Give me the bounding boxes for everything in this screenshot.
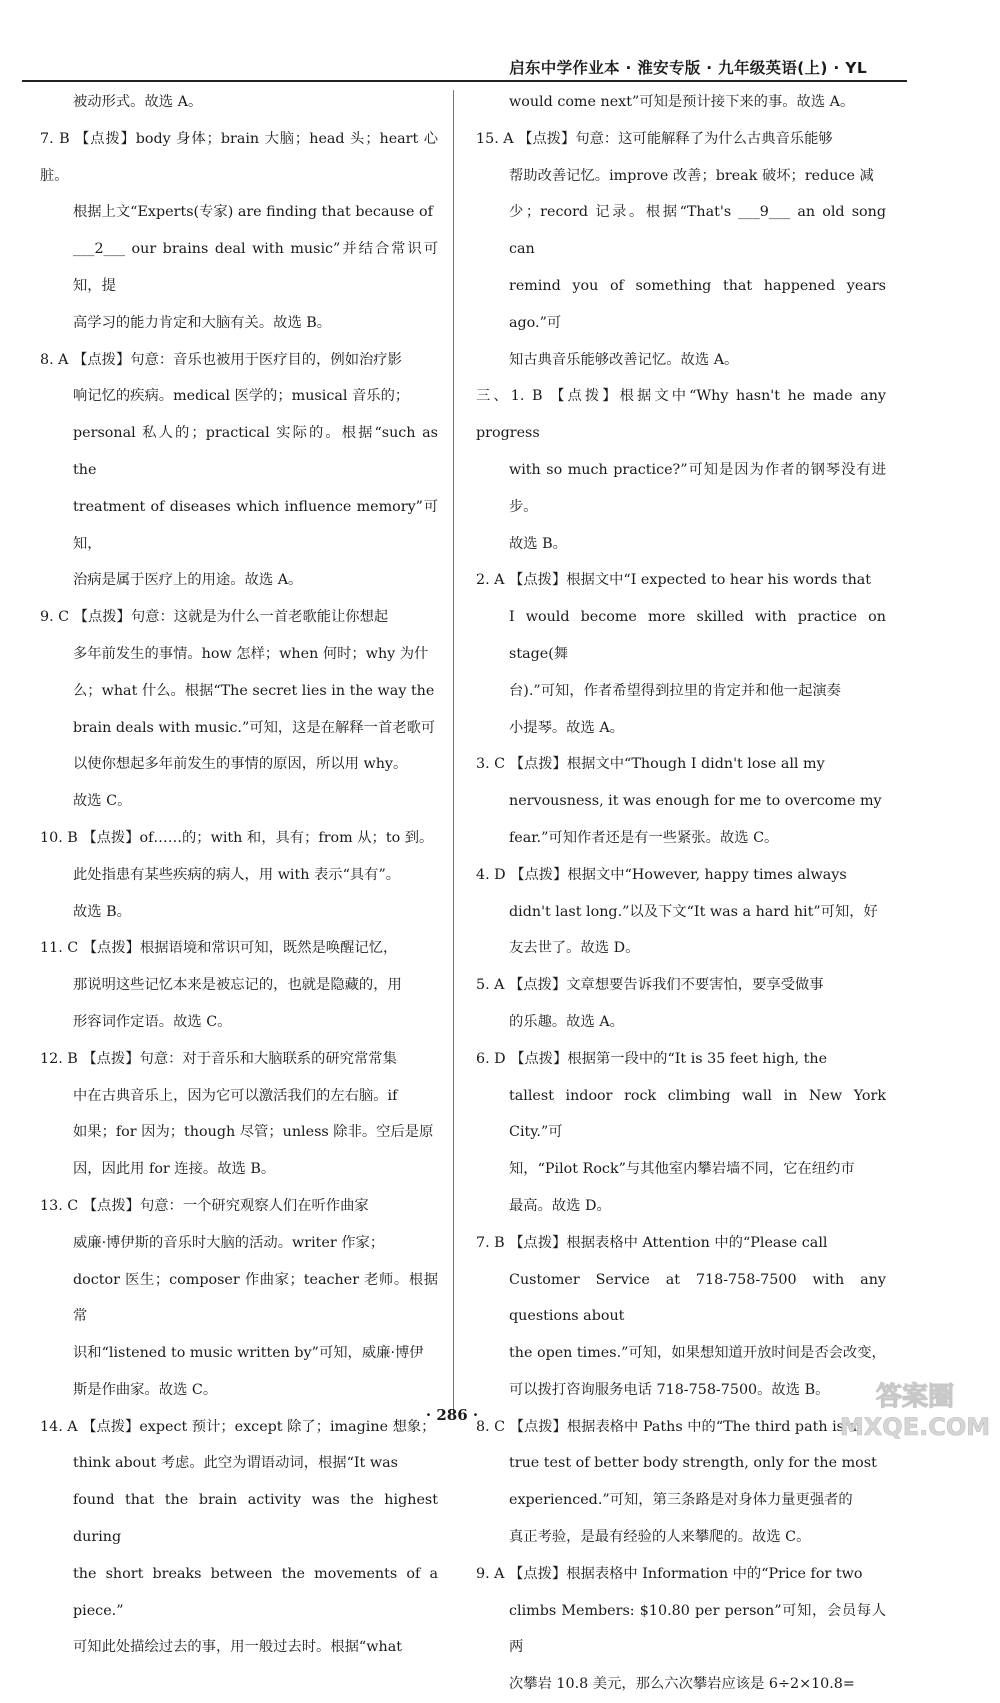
answer-line: 9. C 【点拨】句意：这就是为什么一首老歌能让你想起 <box>40 609 389 626</box>
answer-line: 12. B 【点拨】句意：对于音乐和大脑联系的研究常常集 <box>40 1050 397 1067</box>
answer-line: treatment of diseases which influence memory”可知， <box>73 498 438 552</box>
answer-line: 次攀岩 10.8 美元，那么六次攀岩应该是 6÷2×10.8= <box>509 1676 855 1693</box>
answer-line: climbs Members: $10.80 per person”可知，会员每人两 <box>509 1602 886 1656</box>
answer-line: 中在古典音乐上，因为它可以激活我们的左右脑。if <box>73 1087 398 1104</box>
answer-line: with so much practice?”可知是因为作者的钢琴没有进步。 <box>509 461 886 515</box>
watermark-top: 答案圈 <box>875 1382 955 1412</box>
answer-line: 根据上文“Experts(专家) are finding that because of <box>73 204 433 221</box>
answer-line: doctor 医生；composer 作曲家；teacher 老师。根据常 <box>73 1271 438 1325</box>
answer-line: 13. C 【点拨】句意：一个研究观察人们在听作曲家 <box>40 1197 369 1214</box>
answer-line: Customer Service at 718-758-7500 with any questions about <box>509 1271 886 1325</box>
answer-line: 高学习的能力肯定和大脑有关。故选 B。 <box>73 314 332 331</box>
answer-line: 此处指患有某些疾病的病人，用 with 表示“具有”。 <box>73 866 401 883</box>
answer-line: 那说明这些记忆本来是被忘记的，也就是隐藏的，用 <box>73 977 402 994</box>
answer-line: the open times.”可知，如果想知道开放时间是否会改变， <box>509 1345 886 1362</box>
answer-line: 少；record 记录。根据“That's ___9___ an old song can <box>509 204 886 258</box>
answer-line: the short breaks between the movements of a piece.” <box>73 1565 438 1619</box>
answer-line: 被动形式。故选 A。 <box>73 94 203 110</box>
answer-line: fear.”可知作者还是有一些紧张。故选 C。 <box>509 829 779 846</box>
answer-line: 5. A 【点拨】文章想要告诉我们不要害怕，要享受做事 <box>476 977 824 994</box>
answer-line: 治病是属于医疗上的用途。故选 A。 <box>73 572 303 589</box>
answer-line: 多年前发生的事情。how 怎样；when 何时；why 为什 <box>73 645 429 662</box>
answer-line: 斯是作曲家。故选 C。 <box>73 1381 218 1398</box>
answer-line: 11. C 【点拨】根据语境和常识可知，既然是唤醒记忆， <box>40 940 398 957</box>
answer-line: 的乐趣。故选 A。 <box>509 1013 624 1030</box>
answer-line: 三、1. B 【点拨】根据文中“Why hasn't he made any progress <box>476 388 886 442</box>
right-column <box>476 84 886 1703</box>
page-number: · 286 · <box>425 1406 479 1424</box>
answer-line: ___2___ our brains deal with music”并结合常识可知，提 <box>73 241 438 294</box>
answer-line: 15. A 【点拨】句意：这可能解释了为什么古典音乐能够 <box>476 130 833 147</box>
answer-line: 14. A 【点拨】expect 预计；except 除了；imagine 想象； <box>40 1418 436 1435</box>
answer-line: 故选 B。 <box>509 535 567 552</box>
answer-line: 知古典音乐能够改善记忆。故选 A。 <box>509 351 739 368</box>
answer-line: 可知此处描绘过去的事，用一般过去时。根据“what <box>73 1639 402 1656</box>
answer-line: 响记忆的疾病。medical 医学的；musical 音乐的； <box>73 388 410 405</box>
answer-line: 威廉·博伊斯的音乐时大脑的活动。writer 作家； <box>73 1234 385 1251</box>
answer-line: 知，“Pilot Rock”与其他室内攀岩墙不同，它在纽约市 <box>509 1161 855 1178</box>
answer-line: 可以拨打咨询服务电话 718-758-7500。故选 B。 <box>509 1381 830 1398</box>
answer-line: 如果；for 因为；though 尽管；unless 除非。空后是原 <box>73 1124 434 1141</box>
answer-line: 2. A 【点拨】根据文中“I expected to hear his words that <box>476 572 872 589</box>
answer-line: 以使你想起多年前发生的事情的原因，所以用 why。 <box>73 756 408 773</box>
answer-line: 友去世了。故选 D。 <box>509 940 640 957</box>
answer-line: 真正考验，是最有经验的人来攀爬的。故选 C。 <box>509 1529 811 1546</box>
answer-line: 小提琴。故选 A。 <box>509 719 624 736</box>
answer-line: 7. B 【点拨】根据表格中 Attention 中的“Please call <box>476 1234 828 1251</box>
answer-line: 6. D 【点拨】根据第一段中的“It is 35 feet high, the <box>476 1050 828 1067</box>
answer-line: 因，因此用 for 连接。故选 B。 <box>73 1161 276 1178</box>
answer-line: 10. B 【点拨】of……的；with 和，具有；from 从；to 到。 <box>40 829 434 846</box>
answer-line: 形容词作定语。故选 C。 <box>73 1013 232 1030</box>
answer-line: 识和“listened to music written by”可知，威廉·博伊 <box>73 1345 424 1362</box>
answer-line: think about 考虑。此空为谓语动词，根据“It was <box>73 1455 398 1472</box>
answer-line: remind you of something that happened years ago.”可 <box>509 277 886 331</box>
watermark-logo <box>840 1373 990 1443</box>
answer-line: experienced.”可知，第三条路是对身体力量更强者的 <box>509 1492 853 1509</box>
answer-line: 台).”可知，作者希望得到拉里的肯定并和他一起演奏 <box>509 682 841 699</box>
answer-line: 么；what 什么。根据“The secret lies in the way the <box>73 682 435 699</box>
answer-line: personal 私人的；practical 实际的。根据“such as the <box>73 425 438 478</box>
answer-line: 7. B 【点拨】body 身体；brain 大脑；head 头；heart 心脏。 <box>40 130 438 184</box>
left-column <box>40 84 438 1666</box>
header-title: 启东中学作业本 · 淮安专版 · 九年级英语(上) · YL <box>509 59 867 77</box>
answer-line: nervousness, it was enough for me to overcome my <box>509 793 882 810</box>
answer-line: 8. C 【点拨】根据表格中 Paths 中的“The third path is a <box>476 1418 858 1435</box>
column-divider <box>453 90 454 1410</box>
answer-line: true test of better body strength, only for the most <box>509 1455 877 1472</box>
answer-line: 3. C 【点拨】根据文中“Though I didn't lose all my <box>476 756 825 773</box>
watermark-bottom: MXQE.COM <box>840 1413 990 1441</box>
answer-line: 最高。故选 D。 <box>509 1197 611 1214</box>
answer-line: 9. A 【点拨】根据表格中 Information 中的“Price for two <box>476 1565 863 1582</box>
answer-line: 8. A 【点拨】句意：音乐也被用于医疗目的，例如治疗影 <box>40 351 402 368</box>
page-header <box>22 52 907 82</box>
answer-line: 4. D 【点拨】根据文中“However, happy times always <box>476 866 847 883</box>
answer-line: 帮助改善记忆。improve 改善；break 破坏；reduce 减 <box>509 167 874 184</box>
answer-line: 故选 B。 <box>73 903 131 920</box>
answer-line: 故选 C。 <box>73 793 132 810</box>
answer-line: brain deals with music.”可知，这是在解释一首老歌可 <box>73 719 436 736</box>
answer-line: tallest indoor rock climbing wall in New York City.”可 <box>509 1087 886 1141</box>
answer-line: found that the brain activity was the highest during <box>73 1492 438 1546</box>
answer-line: would come next”可知是预计接下来的事。故选 A。 <box>509 94 855 110</box>
answer-line: didn't last long.”以及下文“It was a hard hit”可知，好 <box>509 903 878 920</box>
answer-line: I would become more skilled with practice on stage(舞 <box>509 609 886 662</box>
